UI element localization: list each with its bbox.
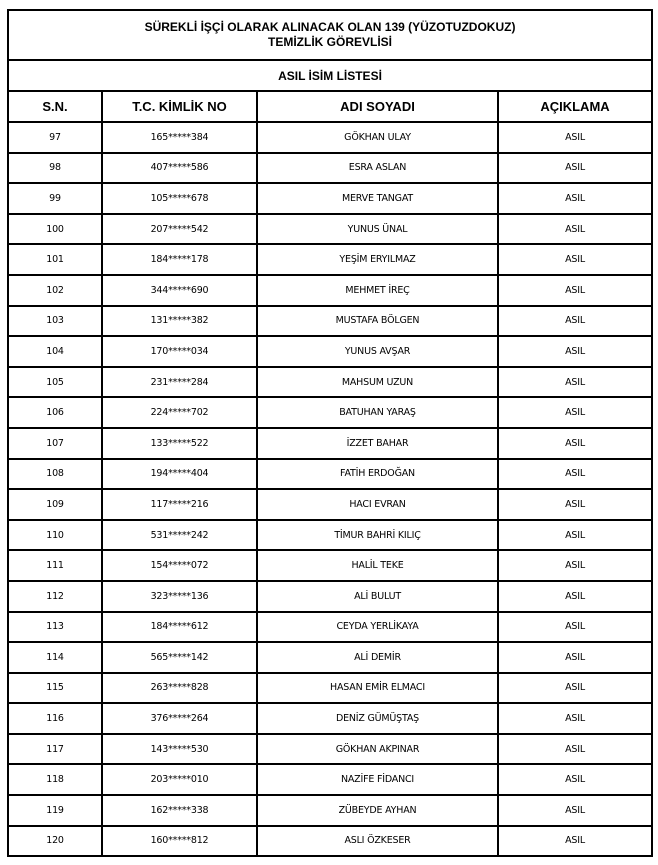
table-row bbox=[8, 428, 652, 459]
cell-full-name: DENİZ GÜMÜŞTAŞ bbox=[257, 703, 498, 734]
cell-sn: 110 bbox=[8, 520, 102, 551]
table-row bbox=[8, 581, 652, 612]
cell-tc-no: 207*****542 bbox=[102, 214, 257, 245]
cell-sn: 103 bbox=[8, 306, 102, 337]
cell-full-name: ALİ DEMİR bbox=[257, 642, 498, 673]
cell-full-name: MERVE TANGAT bbox=[257, 183, 498, 214]
cell-sn: 97 bbox=[8, 122, 102, 153]
cell-full-name: HALİL TEKE bbox=[257, 550, 498, 581]
table-row bbox=[8, 612, 652, 643]
cell-tc-no: 376*****264 bbox=[102, 703, 257, 734]
cell-sn: 119 bbox=[8, 795, 102, 826]
cell-full-name: ESRA ASLAN bbox=[257, 153, 498, 184]
table-row bbox=[8, 183, 652, 214]
cell-sn: 101 bbox=[8, 244, 102, 275]
table-row bbox=[8, 122, 652, 153]
table-row bbox=[8, 275, 652, 306]
cell-tc-no: 184*****178 bbox=[102, 244, 257, 275]
table-row bbox=[8, 367, 652, 398]
cell-note: ASIL bbox=[498, 734, 652, 765]
cell-tc-no: 154*****072 bbox=[102, 550, 257, 581]
cell-full-name: CEYDA YERLİKAYA bbox=[257, 612, 498, 643]
cell-note: ASIL bbox=[498, 244, 652, 275]
cell-sn: 113 bbox=[8, 612, 102, 643]
table-row bbox=[8, 459, 652, 490]
cell-full-name: GÖKHAN AKPINAR bbox=[257, 734, 498, 765]
table-row bbox=[8, 520, 652, 551]
cell-tc-no: 160*****812 bbox=[102, 826, 257, 857]
table-row bbox=[8, 642, 652, 673]
cell-full-name: YUNUS ÜNAL bbox=[257, 214, 498, 245]
cell-tc-no: 143*****530 bbox=[102, 734, 257, 765]
cell-tc-no: 162*****338 bbox=[102, 795, 257, 826]
cell-sn: 102 bbox=[8, 275, 102, 306]
cell-full-name: HACI EVRAN bbox=[257, 489, 498, 520]
cell-note: ASIL bbox=[498, 367, 652, 398]
list-subtitle: ASIL İSİM LİSTESİ bbox=[8, 60, 652, 91]
cell-sn: 99 bbox=[8, 183, 102, 214]
cell-sn: 104 bbox=[8, 336, 102, 367]
cell-note: ASIL bbox=[498, 581, 652, 612]
cell-tc-no: 565*****142 bbox=[102, 642, 257, 673]
cell-sn: 117 bbox=[8, 734, 102, 765]
cell-sn: 108 bbox=[8, 459, 102, 490]
cell-tc-no: 231*****284 bbox=[102, 367, 257, 398]
cell-sn: 118 bbox=[8, 764, 102, 795]
cell-note: ASIL bbox=[498, 826, 652, 857]
cell-tc-no: 184*****612 bbox=[102, 612, 257, 643]
table-row bbox=[8, 673, 652, 704]
column-header-name: ADI SOYADI bbox=[257, 91, 498, 122]
table-row bbox=[8, 306, 652, 337]
cell-tc-no: 194*****404 bbox=[102, 459, 257, 490]
cell-full-name: MUSTAFA BÖLGEN bbox=[257, 306, 498, 337]
cell-sn: 105 bbox=[8, 367, 102, 398]
cell-full-name: FATİH ERDOĞAN bbox=[257, 459, 498, 490]
cell-full-name: MAHSUM UZUN bbox=[257, 367, 498, 398]
cell-note: ASIL bbox=[498, 764, 652, 795]
cell-tc-no: 323*****136 bbox=[102, 581, 257, 612]
cell-full-name: ZÜBEYDE AYHAN bbox=[257, 795, 498, 826]
table-row bbox=[8, 336, 652, 367]
cell-note: ASIL bbox=[498, 459, 652, 490]
cell-sn: 112 bbox=[8, 581, 102, 612]
document-title bbox=[8, 10, 652, 60]
cell-note: ASIL bbox=[498, 489, 652, 520]
table-row bbox=[8, 764, 652, 795]
cell-sn: 120 bbox=[8, 826, 102, 857]
cell-full-name: YUNUS AVŞAR bbox=[257, 336, 498, 367]
cell-full-name: YEŞİM ERYILMAZ bbox=[257, 244, 498, 275]
cell-note: ASIL bbox=[498, 336, 652, 367]
cell-tc-no: 407*****586 bbox=[102, 153, 257, 184]
cell-tc-no: 165*****384 bbox=[102, 122, 257, 153]
cell-note: ASIL bbox=[498, 642, 652, 673]
cell-full-name: ASLI ÖZKESER bbox=[257, 826, 498, 857]
cell-tc-no: 263*****828 bbox=[102, 673, 257, 704]
cell-sn: 115 bbox=[8, 673, 102, 704]
cell-full-name: MEHMET İREÇ bbox=[257, 275, 498, 306]
cell-note: ASIL bbox=[498, 550, 652, 581]
cell-full-name: İZZET BAHAR bbox=[257, 428, 498, 459]
cell-tc-no: 224*****702 bbox=[102, 397, 257, 428]
table-row bbox=[8, 703, 652, 734]
cell-sn: 111 bbox=[8, 550, 102, 581]
cell-full-name: BATUHAN YARAŞ bbox=[257, 397, 498, 428]
cell-full-name: GÖKHAN ULAY bbox=[257, 122, 498, 153]
cell-sn: 114 bbox=[8, 642, 102, 673]
cell-tc-no: 344*****690 bbox=[102, 275, 257, 306]
table-row bbox=[8, 795, 652, 826]
table-row bbox=[8, 153, 652, 184]
cell-tc-no: 531*****242 bbox=[102, 520, 257, 551]
cell-sn: 109 bbox=[8, 489, 102, 520]
table-row bbox=[8, 826, 652, 857]
cell-tc-no: 133*****522 bbox=[102, 428, 257, 459]
cell-note: ASIL bbox=[498, 795, 652, 826]
cell-note: ASIL bbox=[498, 673, 652, 704]
cell-tc-no: 117*****216 bbox=[102, 489, 257, 520]
cell-note: ASIL bbox=[498, 703, 652, 734]
table-row bbox=[8, 489, 652, 520]
cell-note: ASIL bbox=[498, 122, 652, 153]
cell-note: ASIL bbox=[498, 153, 652, 184]
column-header-tc: T.C. KİMLİK NO bbox=[102, 91, 257, 122]
table-row bbox=[8, 550, 652, 581]
cell-tc-no: 105*****678 bbox=[102, 183, 257, 214]
table-row bbox=[8, 214, 652, 245]
table-row bbox=[8, 244, 652, 275]
column-header-note: AÇIKLAMA bbox=[498, 91, 652, 122]
cell-note: ASIL bbox=[498, 306, 652, 337]
cell-full-name: NAZİFE FİDANCI bbox=[257, 764, 498, 795]
table-row bbox=[8, 397, 652, 428]
cell-note: ASIL bbox=[498, 214, 652, 245]
cell-note: ASIL bbox=[498, 428, 652, 459]
title-line-1: SÜREKLİ İŞÇİ OLARAK ALINACAK OLAN 139 (YÜZOTUZDOKUZ) bbox=[144, 20, 516, 34]
cell-full-name: TİMUR BAHRİ KILIÇ bbox=[257, 520, 498, 551]
cell-full-name: HASAN EMİR ELMACI bbox=[257, 673, 498, 704]
cell-tc-no: 203*****010 bbox=[102, 764, 257, 795]
cell-note: ASIL bbox=[498, 183, 652, 214]
column-header-sn: S.N. bbox=[8, 91, 102, 122]
cell-note: ASIL bbox=[498, 397, 652, 428]
candidate-list-table bbox=[7, 9, 653, 857]
cell-tc-no: 170*****034 bbox=[102, 336, 257, 367]
cell-note: ASIL bbox=[498, 612, 652, 643]
cell-full-name: ALİ BULUT bbox=[257, 581, 498, 612]
title-line-2: TEMİZLİK GÖREVLİSİ bbox=[268, 35, 393, 49]
cell-sn: 100 bbox=[8, 214, 102, 245]
cell-sn: 106 bbox=[8, 397, 102, 428]
cell-note: ASIL bbox=[498, 520, 652, 551]
cell-note: ASIL bbox=[498, 275, 652, 306]
cell-sn: 98 bbox=[8, 153, 102, 184]
table-row bbox=[8, 734, 652, 765]
cell-sn: 116 bbox=[8, 703, 102, 734]
cell-tc-no: 131*****382 bbox=[102, 306, 257, 337]
cell-sn: 107 bbox=[8, 428, 102, 459]
